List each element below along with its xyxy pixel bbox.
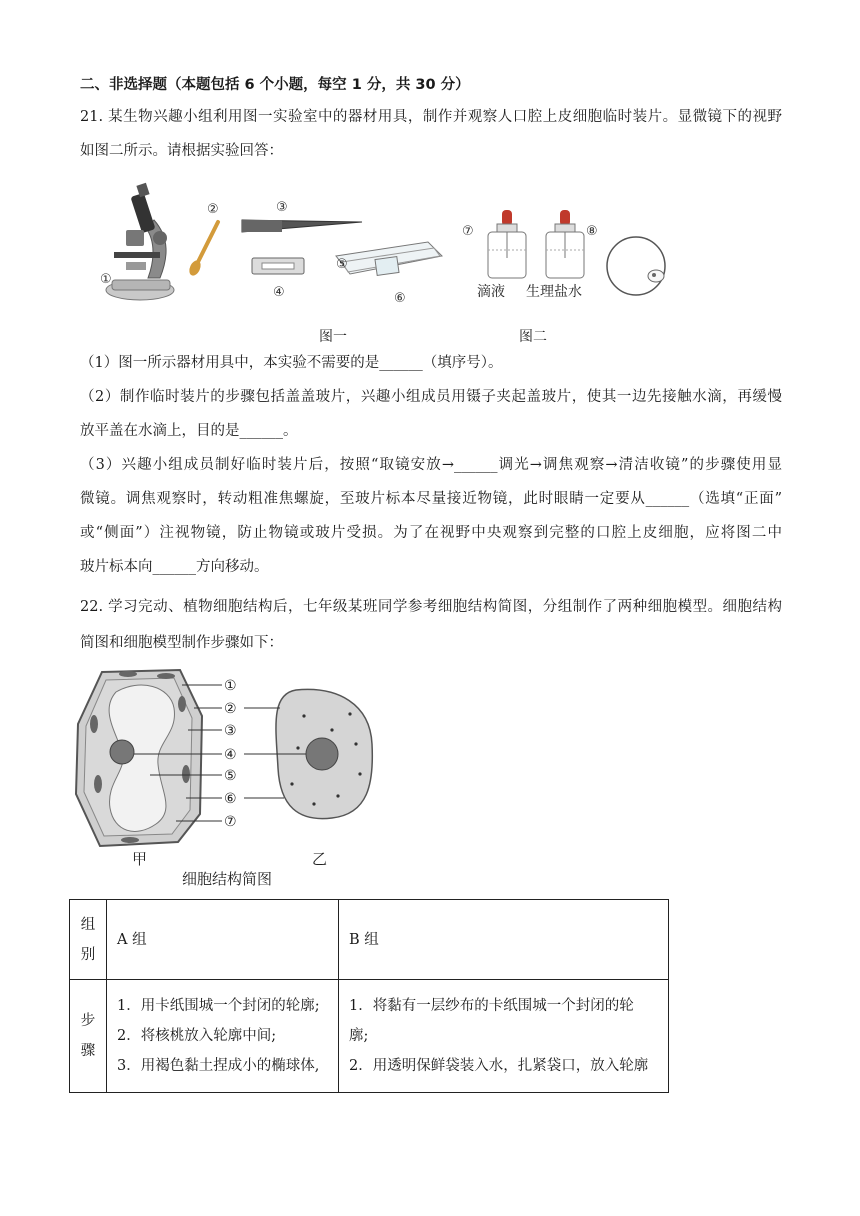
label-yi: 乙 xyxy=(312,850,328,868)
q21-part3-line1: （3）兴趣小组成员制好临时装片后，按照“取镜安放→______调光→调焦观察→清洁收镜”的步骤使用显 xyxy=(80,457,782,473)
marker-4: ④ xyxy=(273,285,285,300)
cell-marker-3: ③ xyxy=(224,723,237,739)
marker-3: ③ xyxy=(276,200,288,215)
dropper-bottle-icon xyxy=(488,210,526,278)
q21-part3-line3: 或“侧面”）注视物镜，防止物镜或玻片受损。为了在视野中央观察到完整的口腔上皮细胞，应将图二中 xyxy=(80,525,782,541)
cell-marker-1: ① xyxy=(224,678,237,694)
header-group-a: A 组 xyxy=(107,900,339,980)
row-label-cell: 步 骤 xyxy=(70,980,107,1093)
group-a-steps: 1．用卡纸围城一个封闭的轮廓; 2．将核桃放入轮廓中间; 3．用褐色黏土捏成小的椭球体, xyxy=(107,980,339,1093)
q22-intro-line2: 简图和细胞模型制作步骤如下： xyxy=(80,635,283,651)
group-b-steps: 1．将黏有一层纱布的卡纸围城一个封闭的轮 廓; 2．用透明保鲜袋装入水，扎紧袋口，放入轮廓 xyxy=(339,980,669,1093)
header-group-b: B 组 xyxy=(339,900,669,980)
marker-2: ② xyxy=(207,202,219,217)
q21-intro-line2: 如图二所示。请根据实验回答： xyxy=(80,143,283,159)
q21-part3-line2: 微镜。调焦观察时，转动粗准焦螺旋，至玻片标本尽量接近物镜，此时眼睛一定要从______（选填“正面” xyxy=(80,491,782,507)
slide-icon xyxy=(336,242,442,275)
marker-7: ⑦ xyxy=(462,224,474,239)
marker-5: ⑤ xyxy=(336,257,348,272)
q21-equipment-figure xyxy=(90,178,690,348)
marker-8: ⑧ xyxy=(586,224,598,239)
q21-part1: （1）图一所示器材用具中，本实验不需要的是______（填序号）。 xyxy=(80,355,503,371)
q22-intro-line1: 22. 学习完动、植物细胞结构后，七年级某班同学参考细胞结构简图，分组制作了两种细胞模型。细胞结构 xyxy=(80,599,782,615)
saline-label: 生理盐水 xyxy=(526,284,582,300)
plant-cell-icon xyxy=(76,670,202,846)
table-header-row xyxy=(70,900,669,980)
table-row xyxy=(70,980,669,1093)
caption-fig1: 图一 xyxy=(319,329,347,345)
cell-structure-figure xyxy=(70,664,390,894)
q21-part3-line4: 玻片标本向______方向移动。 xyxy=(80,559,269,575)
label-jia: 甲 xyxy=(132,850,148,868)
cell-marker-4: ④ xyxy=(224,747,237,763)
q21-part2-line2: 放平盖在水滴上，目的是______。 xyxy=(80,423,298,439)
dropper-label: 滴液 xyxy=(477,284,505,300)
q21-intro-line1: 21. 某生物兴趣小组利用图一实验室中的器材用具，制作并观察人口腔上皮细胞临时装片。显微镜下的视野 xyxy=(80,109,782,125)
steps-table xyxy=(69,899,669,1093)
q21-part2-line1: （2）制作临时装片的步骤包括盖盖玻片，兴趣小组成员用镊子夹起盖玻片，使其一边先接触水滴，再缓慢 xyxy=(80,389,782,405)
marker-1: ① xyxy=(100,272,112,287)
cell-marker-6: ⑥ xyxy=(224,791,237,807)
cell-marker-2: ② xyxy=(224,701,237,717)
cell-marker-7: ⑦ xyxy=(224,814,237,830)
section-title: 二、非选择题（本题包括 6 个小题，每空 1 分，共 30 分） xyxy=(80,77,470,93)
caption-fig2: 图二 xyxy=(519,329,547,345)
field-of-view-icon xyxy=(607,237,665,295)
microscope-icon xyxy=(106,183,174,300)
saline-bottle-icon xyxy=(546,210,584,278)
tweezers-icon xyxy=(242,220,362,232)
cell-diagram-caption: 细胞结构简图 xyxy=(182,870,273,888)
cell-marker-5: ⑤ xyxy=(224,768,237,784)
marker-6: ⑥ xyxy=(394,291,406,306)
spoon-icon xyxy=(187,222,218,277)
header-label-cell: 组 别 xyxy=(70,900,107,980)
razor-blade-icon xyxy=(252,258,304,274)
